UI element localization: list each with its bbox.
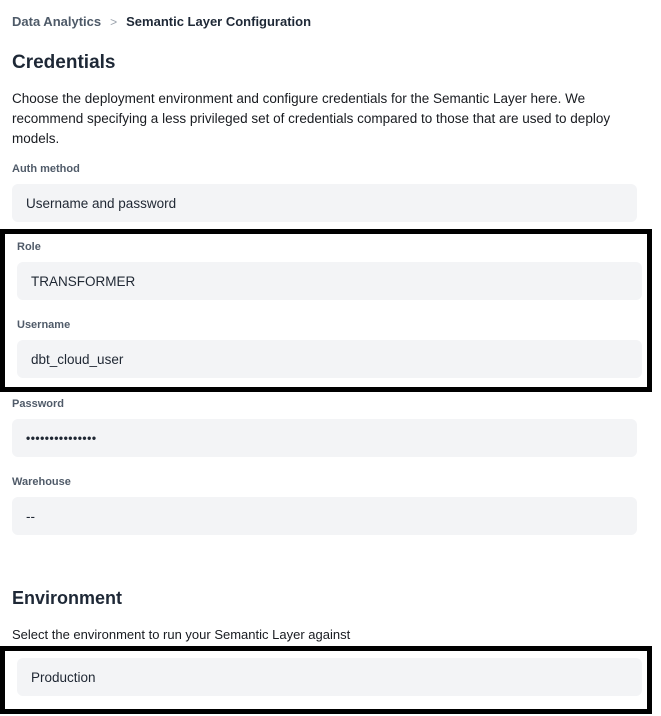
auth-method-value: Username and password [26,195,177,211]
password-input[interactable] [12,419,637,457]
role-value: TRANSFORMER [31,273,136,289]
role-input[interactable] [17,262,642,300]
highlight-box-environment [0,646,652,714]
username-input[interactable] [17,340,642,378]
username-label: Username [17,319,71,331]
breadcrumb-data-analytics[interactable]: Data Analytics [12,14,102,29]
environment-section-title: Environment [12,588,123,608]
environment-value: Production [31,669,96,685]
auth-method-label: Auth method [12,163,80,175]
breadcrumb-current-page: Semantic Layer Configuration [126,14,312,29]
password-masked-value: ••••••••••••••• [26,431,97,445]
auth-method-select[interactable] [12,184,637,222]
warehouse-label: Warehouse [12,476,71,488]
environment-select[interactable] [17,658,642,696]
password-label: Password [12,398,64,410]
username-value: dbt_cloud_user [31,351,124,367]
warehouse-input[interactable] [12,497,637,535]
credentials-description: Choose the deployment environment and configure credentials for the Semantic Layer here. We recommend specifying a less privileged set of credentials compared to those that are used to deploy models. [12,91,611,146]
breadcrumb [0,14,661,30]
environment-description: Select the environment to run your Semantic Layer against [12,627,351,642]
warehouse-value: -- [26,508,35,524]
highlight-box-role-username [0,229,652,392]
role-label: Role [17,241,41,253]
credentials-section-title: Credentials [12,52,116,73]
breadcrumb-separator-icon: > [110,15,118,29]
